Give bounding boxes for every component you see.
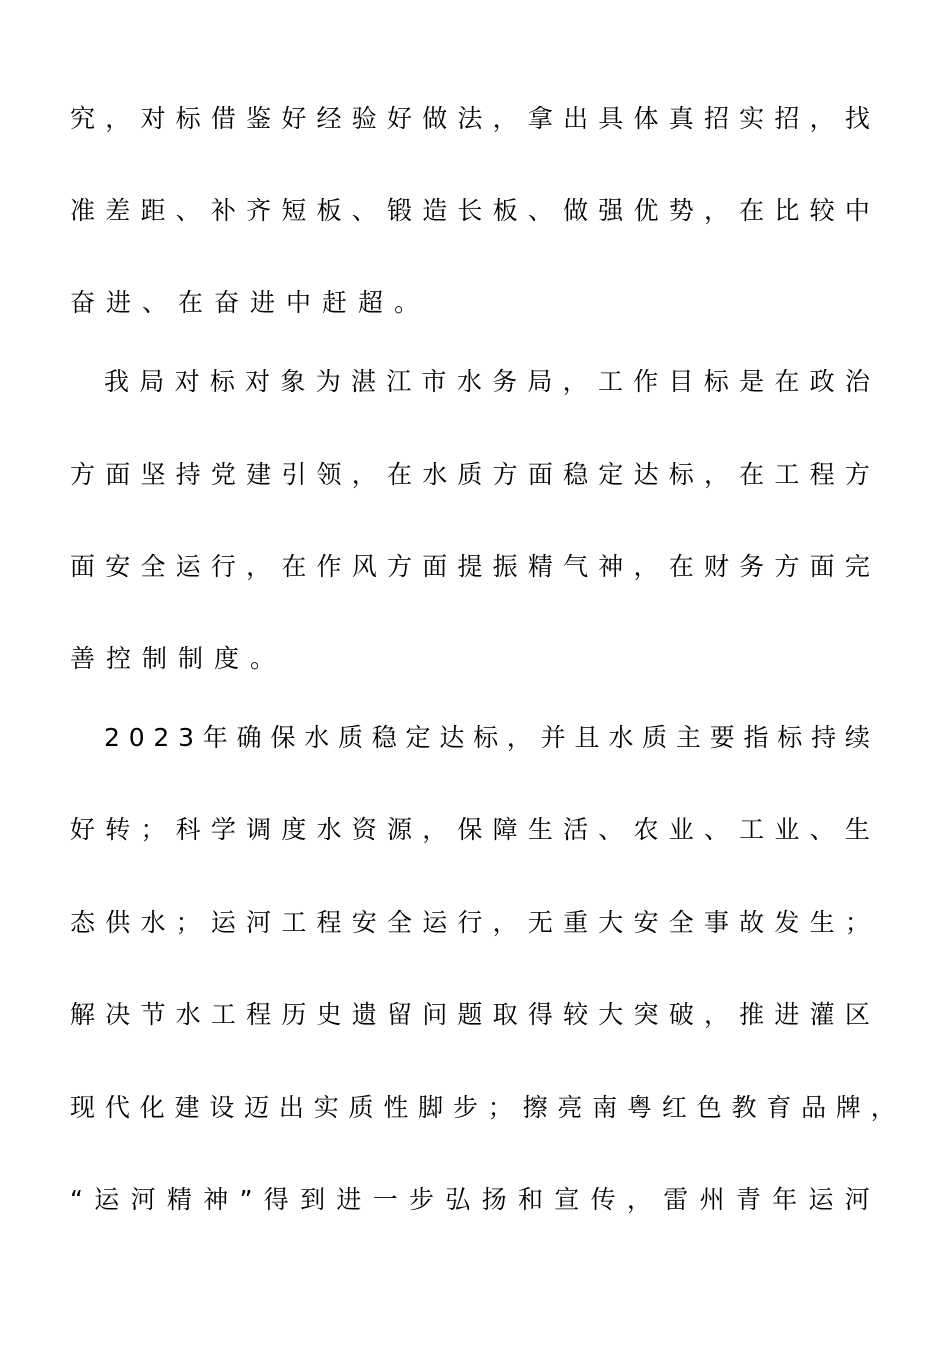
text-line-10: 态 供 水 ； 运 河 工 程 安 全 运 行 ， 无 重 大 安 全 事 故 发 生 ；	[70, 908, 870, 937]
text-line-11: 解 决 节 水 工 程 历 史 遗 留 问 题 取 得 较 大 突 破 ， 推 进 灌 区	[70, 1000, 870, 1029]
text-line-9: 好 转 ； 科 学 调 度 水 资 源 ， 保 障 生 活 、 农 业 、 工 业 、 生	[70, 815, 870, 844]
text-line-4: 我 局 对 标 对 象 为 湛 江 市 水 务 局 ， 工 作 目 标 是 在 政 治	[104, 367, 870, 396]
text-line-7: 善控制制度。	[70, 644, 287, 673]
text-line-12: 现 代 化 建 设 迈 出 实 质 性 脚 步 ； 擦 亮 南 粤 红 色 教 育 品 牌 ，	[70, 1093, 896, 1122]
text-line-3: 奋进、在奋进中赶超。	[70, 288, 431, 317]
text-line-5: 方 面 坚 持 党 建 引 领 ， 在 水 质 方 面 稳 定 达 标 ， 在 工 程 方	[70, 460, 870, 489]
text-line-2: 准 差 距 、 补 齐 短 板 、 锻 造 长 板 、 做 强 优 势 ， 在 比 较 中	[70, 196, 870, 225]
text-line-8: 2 0 2 3 年 确 保 水 质 稳 定 达 标 ， 并 且 水 质 主 要 指 标 持 续	[104, 723, 870, 752]
text-line-6: 面 安 全 运 行 ， 在 作 风 方 面 提 振 精 气 神 ， 在 财 务 方 面 完	[70, 552, 870, 581]
text-line-1: 究 ， 对 标 借 鉴 好 经 验 好 做 法 ， 拿 出 具 体 真 招 实 招 ， 找	[70, 104, 870, 133]
text-line-13: “ 运 河 精 神 ” 得 到 进 一 步 弘 扬 和 宣 传 ， 雷 州 青 年 运 河	[70, 1185, 870, 1214]
